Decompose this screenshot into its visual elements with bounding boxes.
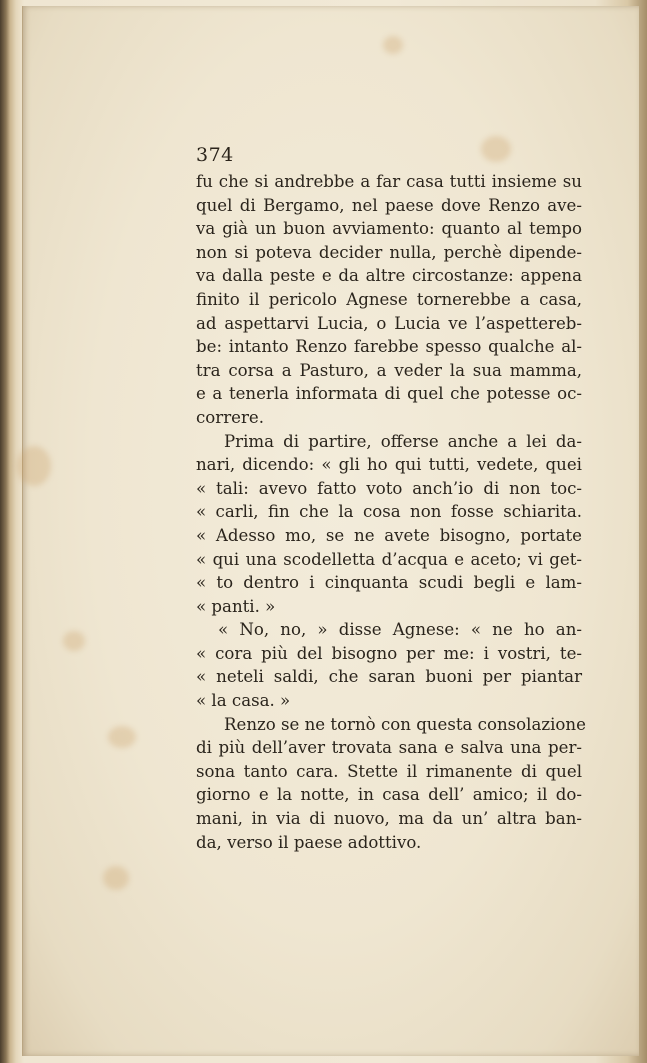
foxing-stain xyxy=(108,726,136,748)
text-line: finito il pericolo Agnese tornerebbe a casa, xyxy=(196,289,582,309)
text-line: « la casa. » xyxy=(196,691,291,711)
text-line: « cora più del bisogno per me: i vostri, te- xyxy=(196,643,582,663)
text-line: di più dell’aver trovata sana e salva una per- xyxy=(196,738,582,758)
text-line: tra corsa a Pasturo, a veder la sua mamma, xyxy=(196,360,582,380)
text-line: ad aspettarvi Lucia, o Lucia ve l’aspetterеb- xyxy=(196,313,582,333)
text-line: « qui una scodelletta d’acqua e aceto; vi get- xyxy=(196,549,582,569)
text-line: quel di Bergamo, nel paese dove Renzo ave- xyxy=(196,195,582,215)
text-line: « Adesso mo, se ne avete bisogno, portate xyxy=(196,525,582,545)
text-line: correre. xyxy=(196,407,264,427)
paragraph xyxy=(196,430,582,619)
text-line: giorno e la notte, in casa dell’ amico; il do- xyxy=(196,785,582,805)
text-line: non si poteva decider nulla, perchè dipende- xyxy=(196,242,582,262)
body-text xyxy=(196,170,586,854)
text-line: Renzo se ne tornò con questa consolazione xyxy=(224,714,586,734)
text-line: « No, no, » disse Agnese: « ne ho an- xyxy=(218,620,582,640)
paragraph xyxy=(196,713,586,855)
paragraph xyxy=(196,170,582,430)
text-line: « panti. » xyxy=(196,596,276,616)
text-line: nari, dicendo: « gli ho qui tutti, vedete, quei xyxy=(196,455,582,475)
text-line: va già un buon avviamento: quanto al tempo xyxy=(196,219,582,239)
text-line: be: intanto Renzo farebbe spesso qualche al- xyxy=(196,337,582,357)
text-line: « to dentro i cinquanta scudi begli e lam- xyxy=(196,573,582,593)
text-line: « carli, fin che la cosa non fosse schiarita. xyxy=(196,502,582,522)
foxing-stain xyxy=(103,866,129,890)
foxing-stain xyxy=(383,36,403,54)
foxing-stain xyxy=(63,631,85,651)
paragraph xyxy=(196,618,582,712)
text-line: mani, in via di nuovo, ma da un’ altra ban- xyxy=(196,809,582,829)
foxing-stain xyxy=(481,136,511,162)
text-line: « tali: avevo fatto voto anch’io di non toc- xyxy=(196,478,582,498)
text-line: e a tenerla informata di quel che potesse oc- xyxy=(196,384,582,404)
text-line: Prima di partire, offerse anche a lei da- xyxy=(224,431,582,451)
text-line: da, verso il paese adottivo. xyxy=(196,832,422,852)
text-line: va dalla peste e da altre circostanze: appena xyxy=(196,266,582,286)
text-line: fu che si andrebbe a far casa tutti insieme su xyxy=(196,172,582,191)
text-line: sona tanto cara. Stette il rimanente di quel xyxy=(196,761,582,781)
page-number: 374 xyxy=(196,144,234,166)
text-line: « neteli saldi, che saran buoni per piantar xyxy=(196,667,582,687)
foxing-stain xyxy=(17,446,51,486)
